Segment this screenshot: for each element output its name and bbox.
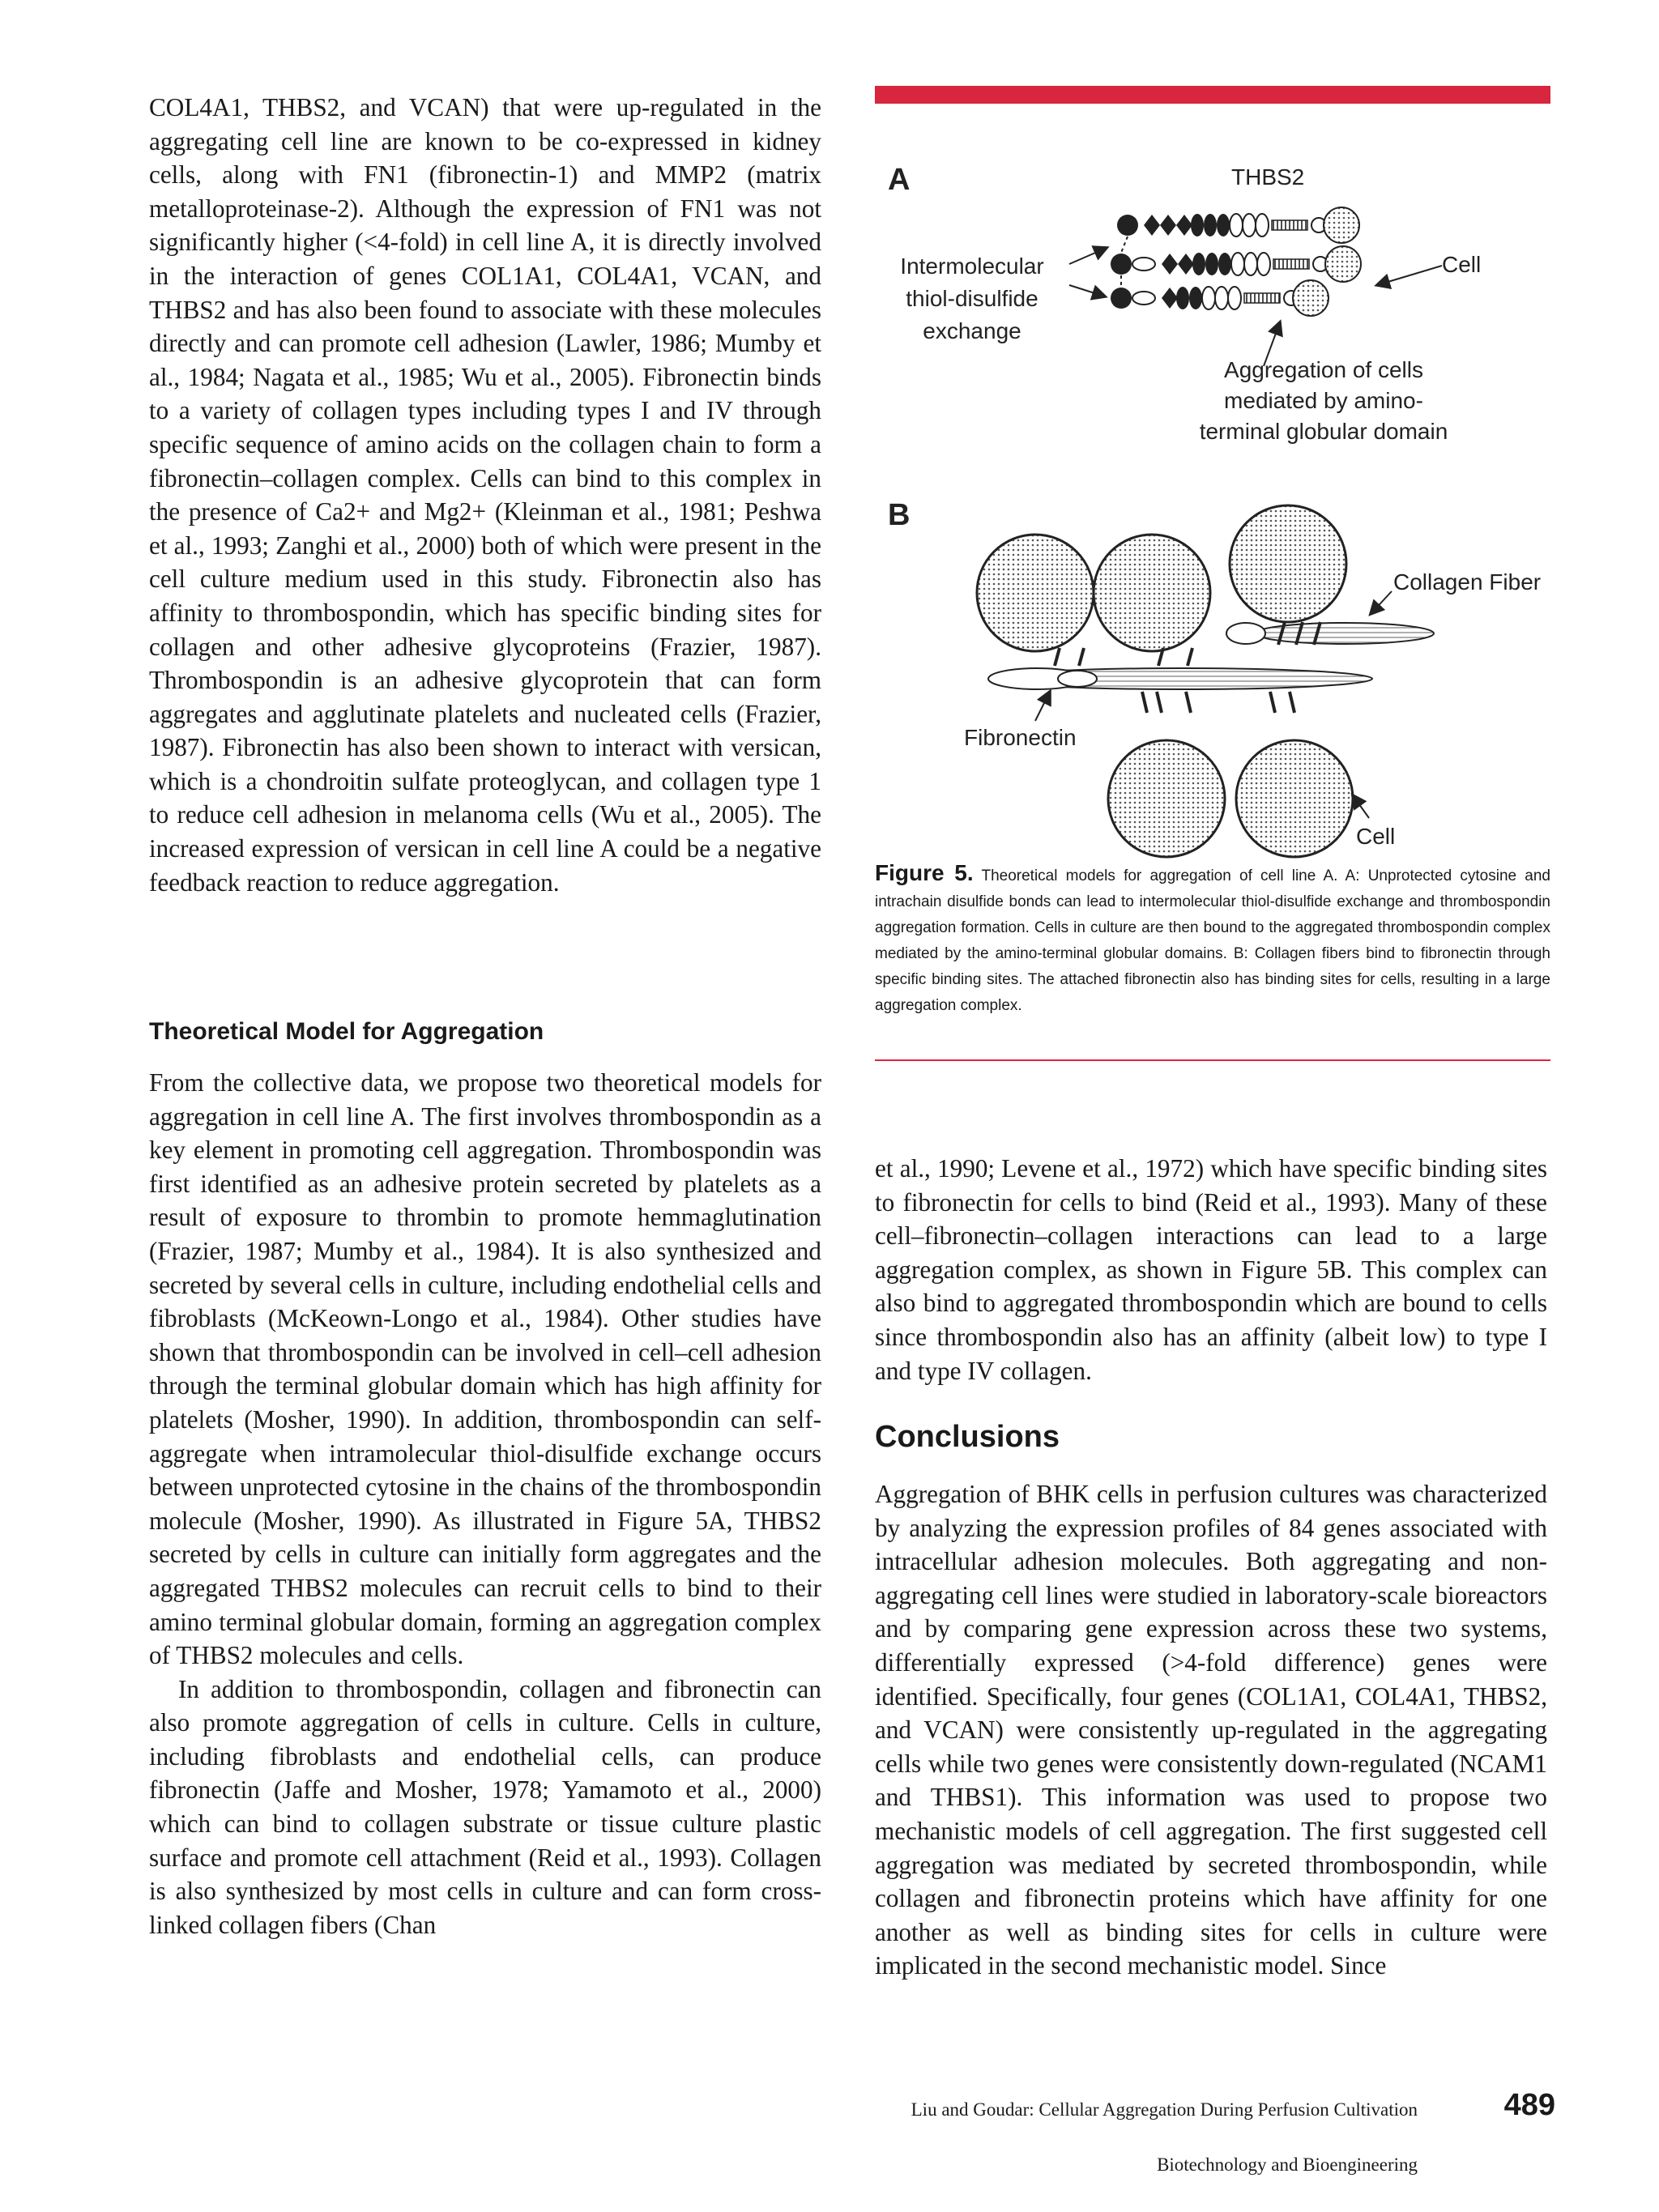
cell-label-b: Cell <box>1356 824 1396 849</box>
figure-caption <box>875 860 1550 1019</box>
right-column-lower <box>875 1477 1547 1983</box>
thbs2-molecules <box>1111 207 1361 316</box>
svg-text:exchange: exchange <box>923 318 1021 343</box>
left-column-lower <box>149 1066 821 1941</box>
figure-caption-text: Theoretical models for aggregation of cell line A. A: Unprotected cytosine and intrachain disulfide bonds can lead to intermolecular thiol-disulfide exchange and thrombospondin aggregation formation. Cells in culture are then bound to the aggregated thrombospondin complex mediated by the amino-terminal globular domains. B: Collagen fibers bind to fibronectin through specific binding sites. The attached fibronectin also has binding sites for cells, resulting in a large aggregation complex. <box>875 867 1550 1014</box>
svg-text:Aggregation of cells: Aggregation of cells <box>1224 357 1423 382</box>
panel-b-diagram <box>977 505 1434 857</box>
figure-bottom-rule <box>875 1059 1550 1061</box>
body-paragraph: Aggregation of BHK cells in perfusion cultures was characterized by analyzing the expression profiles of 84 genes associated with intracellular adhesion molecules. Both aggregating and non-aggregating cell lines were studied in laboratory-scale bioreactors and by comparing gene expression across these two systems, differentially expressed (>4-fold difference) genes were identified. Specifically, four genes (COL1A1, COL4A1, THBS2, and VCAN) were consistently up-regulated in the aggregating cells while two genes were consistently down-regulated (NCAM1 and THBS1). This information was used to propose two mechanistic models of cell aggregation. The first suggested cell aggregation was mediated by secreted thrombospondin, while collagen and fibronectin proteins which have affinity for one another as well as binding sites for cells in culture were implicated in the second mechanistic model. Since <box>875 1480 1547 1980</box>
fibronectin-label: Fibronectin <box>964 725 1077 750</box>
svg-text:thiol-disulfide: thiol-disulfide <box>906 286 1038 311</box>
aggregation-label <box>1200 357 1448 444</box>
intermolecular-label <box>900 254 1043 343</box>
page-number: 489 <box>1503 2088 1555 2122</box>
conclusions-heading: Conclusions <box>875 1420 1060 1454</box>
body-paragraph: From the collective data, we propose two theoretical models for aggregation in cell line A. The first involves thrombospondin as a key element in promoting cell aggregation. Thrombospondin was first identified as an adhesive protein secreted by platelets as a result of exposure to thrombin to promote hemmaglutination (Frazier, 1987; Mumby et al., 1984). It is also synthesized and secreted by several cells in culture, including endothelial cells and fibroblasts (McKeown-Longo et al., 1984). Other studies have shown that thrombospondin can be involved in cell–cell adhesion through the terminal globular domain which has high affinity for platelets (Mosher, 1990). In addition, thrombospondin can self-aggregate when intramolecular thiol-disulfide exchange occurs between unprotected cytosine in the chains of the thrombospondin molecule (Mosher, 1990). As illustrated in Figure 5A, THBS2 secreted by cells in culture can initially form aggregates and the aggregated THBS2 molecules can recruit cells to bind to their amino terminal globular domain, forming an aggregation complex of THBS2 molecules and cells. <box>149 1068 821 1670</box>
figure-top-bar <box>875 86 1550 104</box>
right-column-upper <box>875 1152 1547 1387</box>
svg-text:terminal globular domain: terminal globular domain <box>1199 419 1448 444</box>
cell-label-a: Cell <box>1442 252 1482 277</box>
figure-5 <box>875 105 1550 859</box>
body-paragraph: In addition to thrombospondin, collagen and fibronectin can also promote aggregation of cells in culture. Cells in culture, including fibroblasts and endothelial cells, can produce fibronectin (Jaffe and Mosher, 1978; Yamamoto et al., 2000) which can bind to collagen substrate or tissue culture plastic surface and promote cell attachment (Reid et al., 1993). Collagen is also synthesized by most cells in culture and can form cross-linked collagen fibers (Chan <box>149 1674 821 1939</box>
svg-text:Intermolecular: Intermolecular <box>900 254 1044 279</box>
panel-a-label: A <box>888 163 911 197</box>
figure-caption-label: Figure 5. <box>875 860 974 885</box>
body-paragraph: et al., 1990; Levene et al., 1972) which have specific binding sites to fibronectin for cells to bind (Reid et al., 1993). Many of these cell–fibronectin–collagen interactions can lead to a large aggregation complex, as shown in Figure 5B. This complex can also bind to aggregated thrombospondin which are bound to cells since thrombospondin also has an affinity (albeit low) to type I and type IV collagen. <box>875 1154 1547 1385</box>
panel-b-label: B <box>888 498 911 532</box>
body-paragraph: COL4A1, THBS2, and VCAN) that were up-regulated in the aggregating cell line are known to be co-expressed in kidney cells, along with FN1 (fibronectin-1) and MMP2 (matrix metalloproteinase-2). Although the expression of FN1 was not significantly higher (<4-fold) in cell line A, it is directly involved in the interaction of genes COL1A1, COL4A1, VCAN, and THBS2 and has also been found to associate with these molecules directly and can promote cell adhesion (Lawler, 1986; Mumby et al., 1984; Nagata et al., 1985; Wu et al., 2005). Fibronectin binds to a variety of collagen types including types I and IV through specific sequence of amino acids on the collagen chain to form a fibronectin–collagen complex. Cells can bind to this complex in the presence of Ca2+ and Mg2+ (Kleinman et al., 1981; Peshwa et al., 1993; Zanghi et al., 2000) both of which were present in the cell culture medium used in this study. Fibronectin also has affinity to thrombospondin, which has specific binding sites for collagen and other adhesive glycoproteins (Frazier, 1987). Thrombospondin is an adhesive glycoprotein that can form aggregates and agglutinate platelets and nucleated cells (Frazier, 1987). Fibronectin has also been shown to interact with versican, which is a chondroitin sulfate proteoglycan, and collagen type 1 to reduce cell adhesion in melanoma cells (Wu et al., 2005). The increased expression of versican in cell line A could be a negative feedback reaction to reduce aggregation. <box>149 93 821 897</box>
running-title: Liu and Goudar: Cellular Aggregation During Perfusion Cultivation <box>911 2099 1418 2120</box>
collagen-fiber-label: Collagen Fiber <box>1393 569 1542 595</box>
thbs2-label: THBS2 <box>1231 164 1305 190</box>
section-subheading: Theoretical Model for Aggregation <box>149 1018 544 1045</box>
journal-name: Biotechnology and Bioengineering <box>1157 2154 1418 2175</box>
left-column <box>149 91 821 899</box>
svg-text:mediated by amino-: mediated by amino- <box>1224 388 1423 413</box>
